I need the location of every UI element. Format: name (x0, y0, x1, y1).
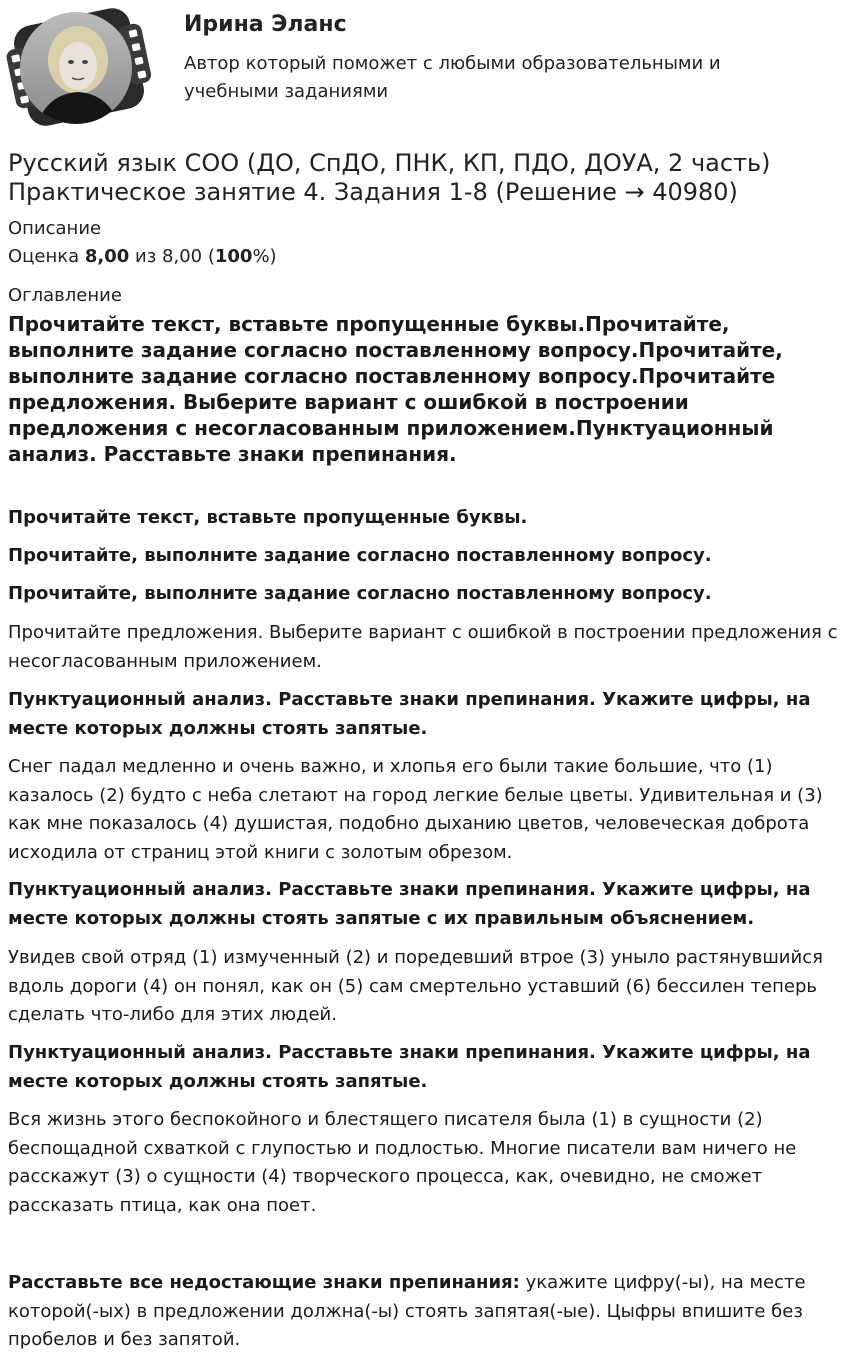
title-line-lesson: Практическое занятие 4. Задания 1-8 (Решение → 40980) (8, 178, 738, 206)
grade-line (8, 246, 277, 267)
task-1: Прочитайте текст, вставьте пропущенные буквы. (8, 507, 528, 528)
task-5-heading: Пунктуационный анализ. Расставьте знаки препинания. Укажите цифры, на месте которых должны стоять запятые. (8, 689, 811, 739)
task-6-heading: Пунктуационный анализ. Расставьте знаки препинания. Укажите цифры, на месте которых должны стоять запятые с их правильным объяснением. (8, 879, 811, 929)
toc-label: Оглавление (8, 285, 122, 306)
task-4: Прочитайте предложения. Выберите вариант с ошибкой в построении предложения с несогласованным приложением. (8, 622, 838, 672)
page-title (8, 149, 838, 207)
toc-text: Прочитайте текст, вставьте пропущенные буквы.Прочитайте, выполните задание согласно поставленному вопросу.Прочитайте, выполните задание согласно поставленному вопросу.Прочитайте предложения. Выберите вариант с ошибкой в построении предложения с несогласованным приложением.Пунктуационный анализ. Расставьте знаки препинания. (8, 312, 783, 466)
author-block (0, 0, 847, 130)
task-8 (8, 1269, 840, 1355)
task-5-text: Снег падал медленно и очень важно, и хлопья его были такие большие, что (1) казалось (2) будто с неба слетают на город легкие белые цветы. Удивительная и (3) как мне показалось (4) душистая, подобно дыханию цветов, человеческая доброта исходила от страниц этой книги с золотым обрезом. (8, 756, 823, 863)
task-3: Прочитайте, выполните задание согласно поставленному вопросу. (8, 583, 712, 604)
grade-percent: 100 (214, 246, 253, 267)
title-line-course: Русский язык СОО (ДО, СпДО, ПНК, КП, ПДО, ДОУА, 2 часть) (8, 149, 771, 177)
task-7-heading: Пунктуационный анализ. Расставьте знаки препинания. Укажите цифры, на месте которых должны стоять запятые. (8, 1042, 811, 1092)
grade-prefix: Оценка (8, 246, 85, 267)
grade-score: 8,00 (84, 246, 130, 267)
task-6-text: Увидев свой отряд (1) измученный (2) и поредевший втрое (3) уныло растянувшийся вдоль дороги (4) он понял, как он (5) сам смертельно уставший (6) бессилен теперь сделать что-либо для этих людей. (8, 947, 823, 1025)
grade-suffix: %) (252, 246, 277, 267)
grade-middle: из 8,00 ( (129, 246, 215, 267)
avatar-photo-icon (6, 6, 152, 128)
task-7-text: Вся жизнь этого беспокойного и блестящего писателя была (1) в сущности (2) беспощадной схваткой с глупостью и подлостью. Многие писатели вам ничего не расскажут (3) о сущности (4) творческого процесса, как, очевидно, не сможет рассказать птица, как она поет. (8, 1109, 797, 1216)
description-label: Описание (8, 218, 102, 239)
author-name[interactable]: Ирина Эланс (184, 12, 347, 37)
author-description: Автор который поможет с любыми образовательными и учебными заданиями (184, 53, 721, 102)
author-avatar[interactable] (6, 6, 152, 128)
task-8-text: укажите цифру(-ы), на месте которой(-ых) в предложении должна(-ы) стоять запятая(-ые). Цыфры впишите без пробелов и без запятой. (8, 1272, 806, 1350)
task-2: Прочитайте, выполните задание согласно поставленному вопросу. (8, 545, 712, 566)
task-8-bold: Расставьте все недостающие знаки препинания: (8, 1272, 520, 1293)
